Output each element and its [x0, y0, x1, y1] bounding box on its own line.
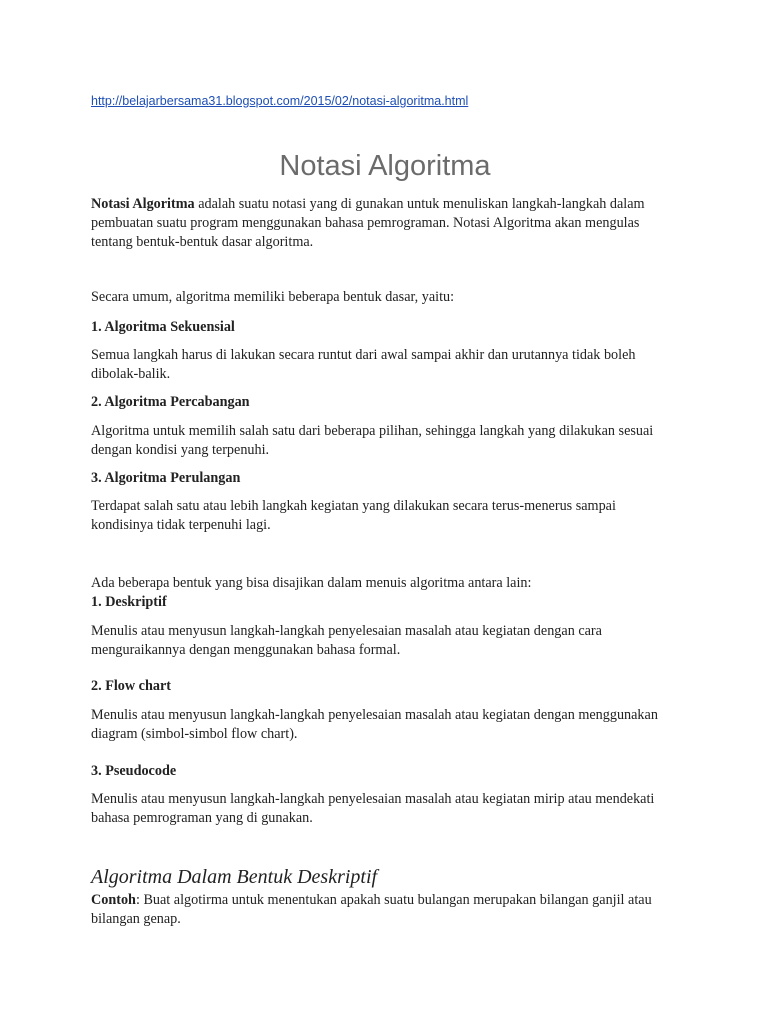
example-paragraph [91, 891, 691, 929]
general-forms-intro: Secara umum, algoritma memiliki beberapa bentuk dasar, yaitu: [91, 289, 455, 305]
intro-paragraph [91, 195, 691, 252]
notation-desc-line: bahasa pemrograman yang di gunakan. [91, 810, 313, 826]
notation-desc-line: menguraikannya dengan menggunakan bahasa formal. [91, 642, 401, 658]
form-desc-line: Algoritma untuk memilih salah satu dari beberapa pilihan, sehingga langkah yang dilakukan sesuai [91, 423, 654, 439]
example-line-1: : Buat algotirma untuk menentukan apakah suatu bulangan merupakan bilangan ganjil atau [135, 892, 652, 908]
example-line-2: bilangan genap. [91, 911, 181, 927]
source-link[interactable]: http://belajarbersama31.blogspot.com/2015/02/notasi-algoritma.html [91, 94, 469, 108]
form-desc-line: dengan kondisi yang terpenuhi. [91, 442, 270, 458]
notation-desc-line: Menulis atau menyusun langkah-langkah penyelesaian masalah atau kegiatan dengan menggunakan [91, 707, 658, 723]
notation-heading-deskriptif: 1. Deskriptif [91, 594, 167, 610]
intro-line-1: adalah suatu notasi yang di gunakan untuk menuliskan langkah-langkah dalam [194, 196, 645, 212]
notation-desc-line: Menulis atau menyusun langkah-langkah penyelesaian masalah atau kegiatan mirip atau mendekati [91, 791, 655, 807]
intro-bold-term: Notasi Algoritma [91, 196, 195, 212]
notation-desc-line: diagram (simbol-simbol flow chart). [91, 726, 298, 742]
notation-desc-line: Menulis atau menyusun langkah-langkah penyelesaian masalah atau kegiatan dengan cara [91, 623, 602, 639]
notation-heading-flowchart: 2. Flow chart [91, 678, 171, 694]
notation-desc-pseudocode [91, 790, 691, 828]
example-label: Contoh [91, 892, 136, 908]
form-heading-perulangan: 3. Algoritma Perulangan [91, 470, 241, 486]
form-desc-sekuensial [91, 346, 691, 384]
form-desc-percabangan [91, 422, 691, 460]
form-heading-sekuensial: 1. Algoritma Sekuensial [91, 319, 235, 335]
form-desc-line: Terdapat salah satu atau lebih langkah kegiatan yang dilakukan secara terus-menerus sampai [91, 498, 616, 514]
intro-line-3: tentang bentuk-bentuk dasar algoritma. [91, 234, 314, 250]
section-heading-deskriptif: Algoritma Dalam Bentuk Deskriptif [91, 866, 378, 888]
notation-desc-flowchart [91, 706, 691, 744]
form-desc-line: Semua langkah harus di lakukan secara runtut dari awal sampai akhir dan urutannya tidak boleh [91, 347, 636, 363]
page-title: Notasi Algoritma [279, 150, 491, 182]
form-desc-line: dibolak-balik. [91, 366, 171, 382]
notation-heading-pseudocode: 3. Pseudocode [91, 763, 177, 779]
intro-line-2: pembuatan suatu program menggunakan bahasa pemrograman. Notasi Algoritma akan mengulas [91, 215, 640, 231]
notation-desc-deskriptif [91, 622, 691, 660]
form-desc-perulangan [91, 497, 691, 535]
form-heading-percabangan: 2. Algoritma Percabangan [91, 394, 250, 410]
presentation-intro: Ada beberapa bentuk yang bisa disajikan dalam menuis algoritma antara lain: [91, 575, 532, 591]
form-desc-line: kondisinya tidak terpenuhi lagi. [91, 517, 271, 533]
